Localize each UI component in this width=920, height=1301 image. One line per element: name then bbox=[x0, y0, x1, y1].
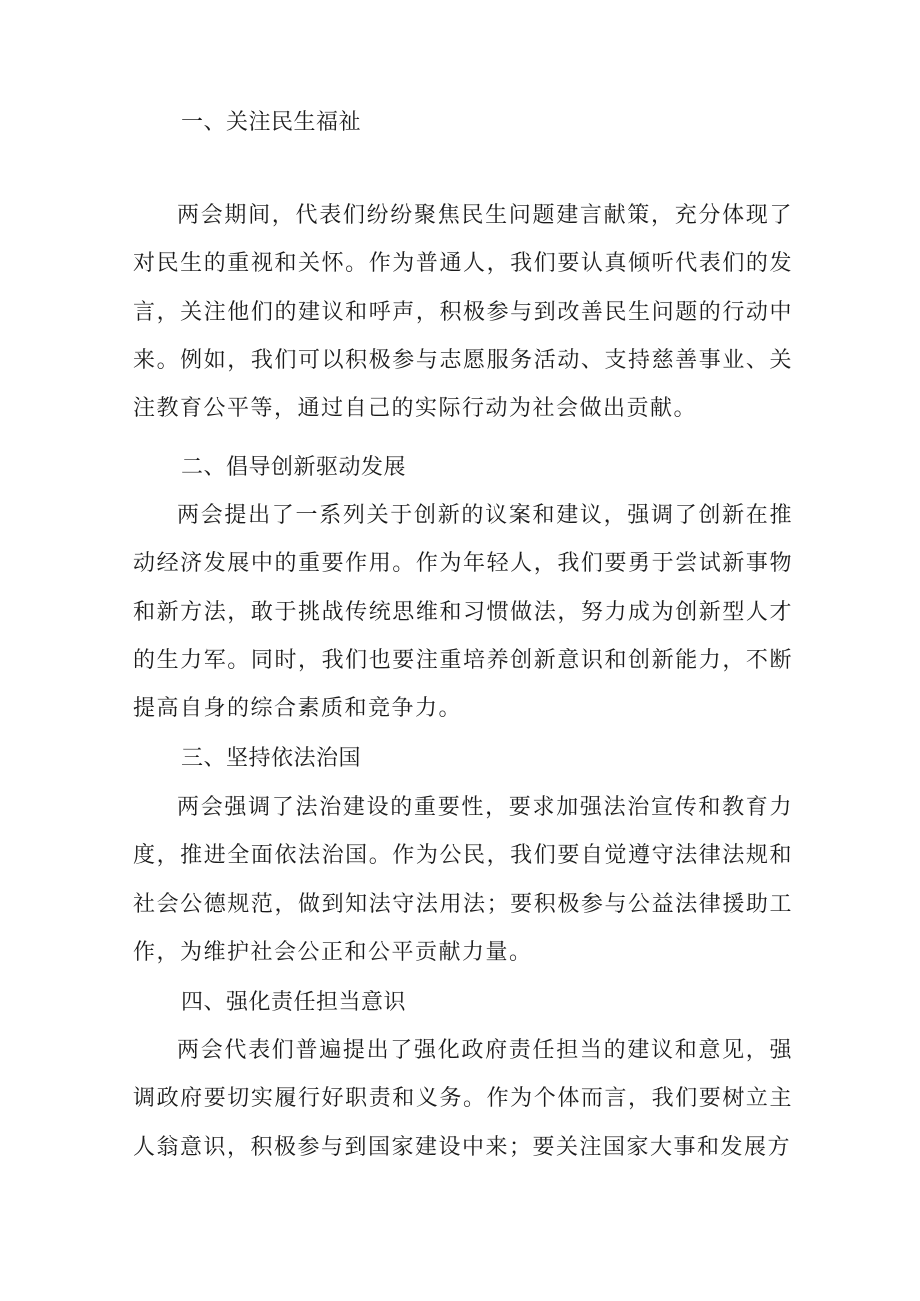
section-1-heading: 一、关注民生福祉 bbox=[181, 110, 362, 135]
section-4-paragraph: 两会代表们普遍提出了强化政府责任担当的建议和意见，强调政府要切实履行好职责和义务。作为个体而言，我们要树立主人翁意识，积极参与到国家建设中来；要关注国家大事和发展方 bbox=[133, 1038, 793, 1160]
section-2-heading: 二、倡导创新驱动发展 bbox=[181, 455, 407, 480]
section-3-heading: 三、坚持依法治国 bbox=[181, 746, 362, 771]
section-3-paragraph: 两会强调了法治建设的重要性，要求加强法治宣传和教育力度，推进全面依法治国。作为公民，我们要自觉遵守法律法规和社会公德规范，做到知法守法用法；要积极参与公益法律援助工作，为维护社会公正和公平贡献力量。 bbox=[133, 795, 793, 965]
section-4-heading: 四、强化责任担当意识 bbox=[181, 990, 407, 1015]
section-2-paragraph: 两会提出了一系列关于创新的议案和建议，强调了创新在推动经济发展中的重要作用。作为年轻人，我们要勇于尝试新事物和新方法，敢于挑战传统思维和习惯做法，努力成为创新型人才的生力军。同时，我们也要注重培养创新意识和创新能力，不断提高自身的综合素质和竞争力。 bbox=[133, 503, 793, 722]
section-1-paragraph: 两会期间，代表们纷纷聚焦民生问题建言献策，充分体现了对民生的重视和关怀。作为普通人，我们要认真倾听代表们的发言，关注他们的建议和呼声，积极参与到改善民生问题的行动中来。例如，我们可以积极参与志愿服务活动、支持慈善事业、关注教育公平等，通过自己的实际行动为社会做出贡献。 bbox=[133, 203, 793, 422]
